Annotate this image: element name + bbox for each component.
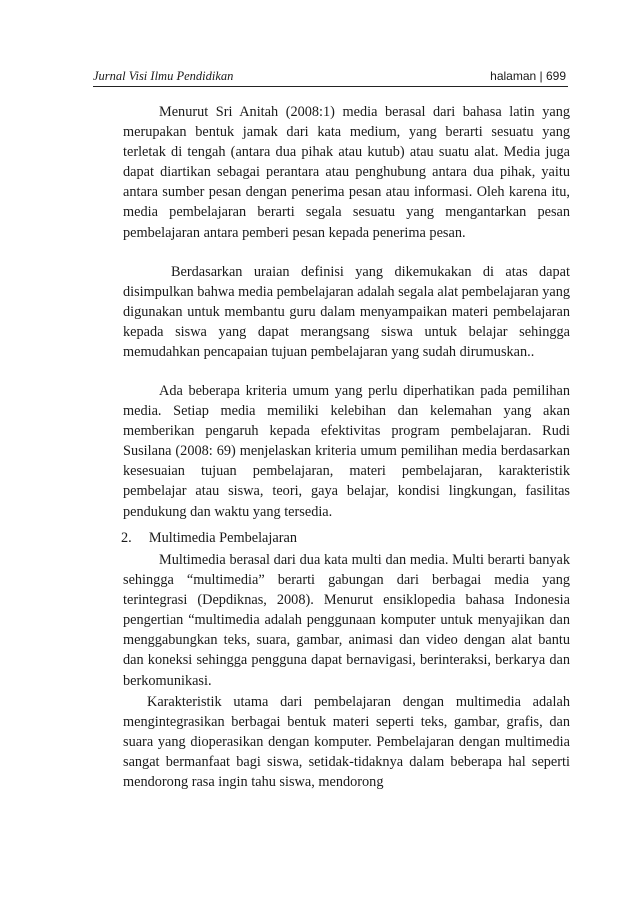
journal-title: Jurnal Visi Ilmu Pendidikan (93, 69, 234, 83)
page-number: halaman | 699 (490, 69, 566, 83)
paragraph-media-conclusion: Berdasarkan uraian definisi yang dikemukakan di atas dapat disimpulkan bahwa media pembelajaran adalah segala alat pembelajaran yang digunakan untuk membantu guru dalam menyampaikan materi pembelajaran kepada siswa yang dapat merangsang siswa untuk belajar sehingga memudahkan pencapaian tujuan pembelajaran yang sudah dirumuskan.. (123, 264, 570, 361)
paragraph-multimedia-definition: Multimedia berasal dari dua kata multi dan media. Multi berarti banyak sehingga “multimedia” berarti gabungan dari berbagai media yang terintegrasi (Depdiknas, 2008). Menurut ensiklopedia bahasa Indonesia pengertian “multimedia adalah penggunaan komputer untuk menyajikan dan menggabungkan teks, suara, gambar, animasi dan video dengan alat bantu dan koneksi sehingga pengguna dapat bernavigasi, berinteraksi, berkarya dan berkomunikasi. (123, 552, 570, 689)
section-number: 2. (121, 530, 132, 546)
paragraph-multimedia-characteristics: Karakteristik utama dari pembelajaran dengan multimedia adalah mengintegrasikan berbagai bentuk materi seperti teks, gambar, grafis, dan suara yang dioperasikan dengan komputer. Pembelajaran dengan multimedia sangat bermanfaat bagi siswa, setidak-tidaknya dalam beberapa hal seperti mendorong rasa ingin tahu siswa, mendorong (123, 694, 570, 791)
paragraph-media-definition: Menurut Sri Anitah (2008:1) media berasal dari bahasa latin yang merupakan bentuk jamak dari kata medium, yang berarti sesuatu yang terletak di tengah (antara dua pihak atau kutub) atau suatu alat. Media juga dapat diartikan sebagai perantara atau penghubung antara dua pihak, yaitu antara sumber pesan dengan penerima pesan atau informasi. Oleh karena itu, media pembelajaran berarti segala sesuatu yang mengantarkan pesan pembelajaran antara pemberi pesan kepada penerima pesan. (123, 104, 570, 241)
section-heading (121, 528, 297, 548)
paragraph-media-criteria: Ada beberapa kriteria umum yang perlu diperhatikan pada pemilihan media. Setiap media memiliki kelebihan dan kelemahan yang akan memberikan pengaruh kepada efektivitas program pembelajaran. Rudi Susilana (2008: 69) menjelaskan kriteria umum pemilihan media berdasarkan kesesuaian tujuan pembelajaran, materi pembelajaran, karakteristik pembelajar atau siswa, teori, gaya belajar, kondisi lingkungan, fasilitas pendukung dan waktu yang tersedia. (123, 383, 570, 520)
running-header (93, 66, 568, 87)
section-title: Multimedia Pembelajaran (148, 530, 297, 546)
